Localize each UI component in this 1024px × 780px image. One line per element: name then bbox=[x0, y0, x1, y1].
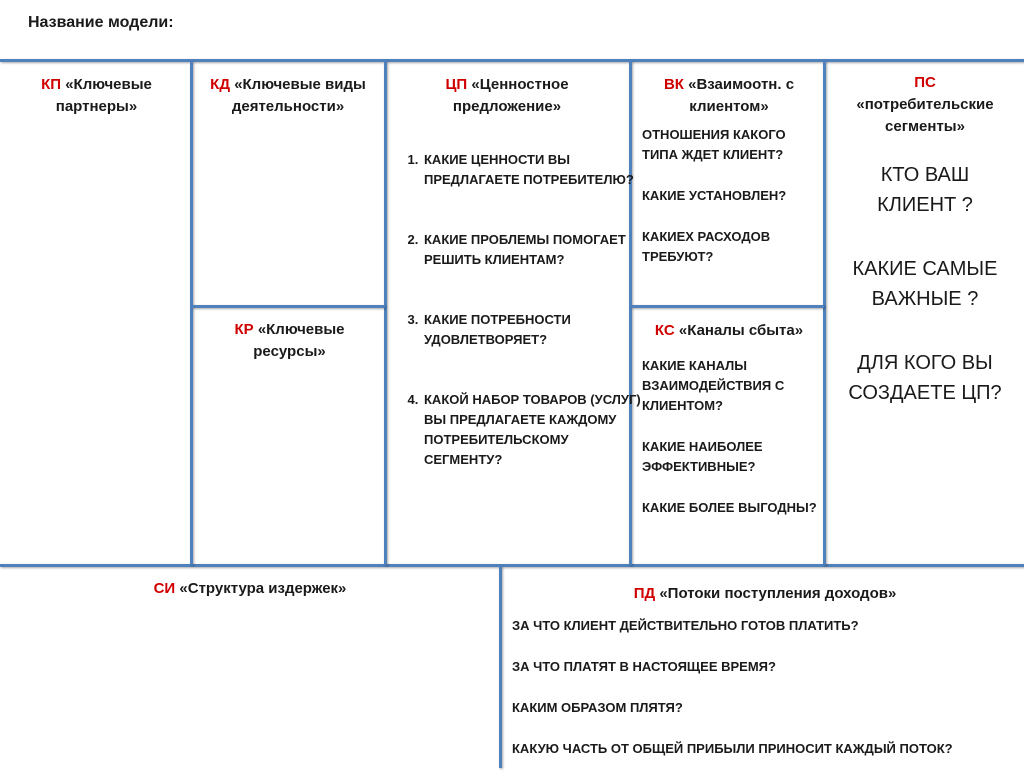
divider-top bbox=[0, 59, 1024, 62]
customer-relationships-questions bbox=[642, 125, 820, 288]
value-proposition-code: ЦП bbox=[445, 76, 468, 93]
divider-v4 bbox=[823, 61, 826, 565]
channels-question-2: КАКИЕ НАИБОЛЕЕ ЭФФЕКТИВНЫЕ? bbox=[642, 439, 763, 474]
revenue-question-1: ЗА ЧТО КЛИЕНТ ДЕЙСТВИТЕЛЬНО ГОТОВ ПЛАТИТЬ? bbox=[512, 618, 859, 633]
revenue-streams-header bbox=[560, 583, 970, 605]
key-activities-code: КД bbox=[210, 76, 231, 93]
value-proposition-title: «Ценностное предложение» bbox=[452, 76, 569, 115]
revenue-question-4: КАКУЮ ЧАСТЬ ОТ ОБЩЕЙ ПРИБЫЛИ ПРИНОСИТ КАЖДЫЙ ПОТОК? bbox=[512, 741, 953, 756]
channels-title: «Каналы сбыта» bbox=[678, 322, 804, 339]
cost-structure-header bbox=[120, 578, 380, 600]
key-resources-header bbox=[212, 319, 367, 363]
customer-segments-code: ПС bbox=[914, 74, 936, 91]
value-proposition-questions bbox=[396, 150, 648, 510]
value-question-2: 2. КАКИЕ ПРОБЛЕМЫ ПОМОГАЕТ РЕШИТЬ КЛИЕНТАМ? bbox=[422, 230, 648, 270]
customer-relationships-code: ВК bbox=[663, 76, 684, 93]
relationship-question-3: КАКИЕХ РАСХОДОВ ТРЕБУЮТ? bbox=[642, 229, 771, 264]
channels-question-3: КАКИЕ БОЛЕЕ ВЫГОДНЫ? bbox=[642, 500, 817, 515]
key-partners-header bbox=[14, 74, 179, 118]
key-partners-title: «Ключевые партнеры» bbox=[55, 76, 152, 115]
channels-questions bbox=[642, 356, 820, 539]
revenue-question-2: ЗА ЧТО ПЛАТЯТ В НАСТОЯЩЕЕ ВРЕМЯ? bbox=[512, 659, 776, 674]
model-name-label: Название модели: bbox=[28, 14, 174, 31]
divider-v2 bbox=[384, 61, 387, 565]
divider-bottom-v bbox=[499, 566, 502, 768]
cost-structure-code: СИ bbox=[153, 580, 176, 597]
relationship-question-2: КАКИЕ УСТАНОВЛЕН? bbox=[642, 188, 787, 203]
key-resources-code: КР bbox=[234, 321, 254, 338]
key-activities-header bbox=[194, 74, 382, 118]
customer-relationships-title: «Взаимоотн. с клиентом» bbox=[688, 76, 795, 115]
segments-question-1: КТО ВАШ КЛИЕНТ ? bbox=[877, 164, 973, 216]
key-activities-title: «Ключевые виды деятельности» bbox=[231, 76, 366, 115]
key-partners-code: КП bbox=[41, 76, 62, 93]
channels-code: КС bbox=[654, 322, 675, 339]
key-resources-title: «Ключевые ресурсы» bbox=[253, 321, 345, 360]
revenue-streams-title: «Потоки поступления доходов» bbox=[659, 585, 897, 602]
cost-structure-title: «Структура издержек» bbox=[179, 580, 347, 597]
value-question-3: 3. КАКИЕ ПОТРЕБНОСТИ УДОВЛЕТВОРЯЕТ? bbox=[422, 310, 648, 350]
customer-segments-questions bbox=[840, 160, 1010, 442]
value-proposition-header bbox=[400, 74, 614, 118]
customer-segments-title: «потребительские сегменты» bbox=[856, 96, 994, 135]
revenue-streams-code: ПД bbox=[633, 585, 656, 602]
divider-middle bbox=[0, 564, 1024, 567]
value-question-1: 1. КАКИЕ ЦЕННОСТИ ВЫ ПРЕДЛАГАЕТЕ ПОТРЕБИТЕЛЮ? bbox=[422, 150, 648, 190]
segments-question-3: ДЛЯ КОГО ВЫ СОЗДАЕТЕ ЦП? bbox=[848, 352, 1002, 404]
segments-question-2: КАКИЕ САМЫЕ ВАЖНЫЕ ? bbox=[852, 258, 998, 310]
channels-question-1: КАКИЕ КАНАЛЫ ВЗАИМОДЕЙСТВИЯ С КЛИЕНТОМ? bbox=[642, 358, 785, 413]
revenue-streams-questions bbox=[512, 616, 1017, 780]
value-question-4: 4. КАКОЙ НАБОР ТОВАРОВ (УСЛУГ) ВЫ ПРЕДЛАГАЕТЕ КАЖДОМУ ПОТРЕБИТЕЛЬСКОМУ СЕГМЕНТУ? bbox=[422, 390, 648, 470]
relationship-question-1: ОТНОШЕНИЯ КАКОГО ТИПА ЖДЕТ КЛИЕНТ? bbox=[642, 127, 786, 162]
channels-header bbox=[640, 320, 818, 342]
divider-kd-kr bbox=[192, 305, 385, 308]
customer-segments-header bbox=[834, 72, 1016, 138]
divider-v1 bbox=[190, 61, 193, 565]
divider-vk-ks bbox=[631, 305, 824, 308]
customer-relationships-header bbox=[640, 74, 818, 118]
revenue-question-3: КАКИМ ОБРАЗОМ ПЛЯТЯ? bbox=[512, 700, 683, 715]
